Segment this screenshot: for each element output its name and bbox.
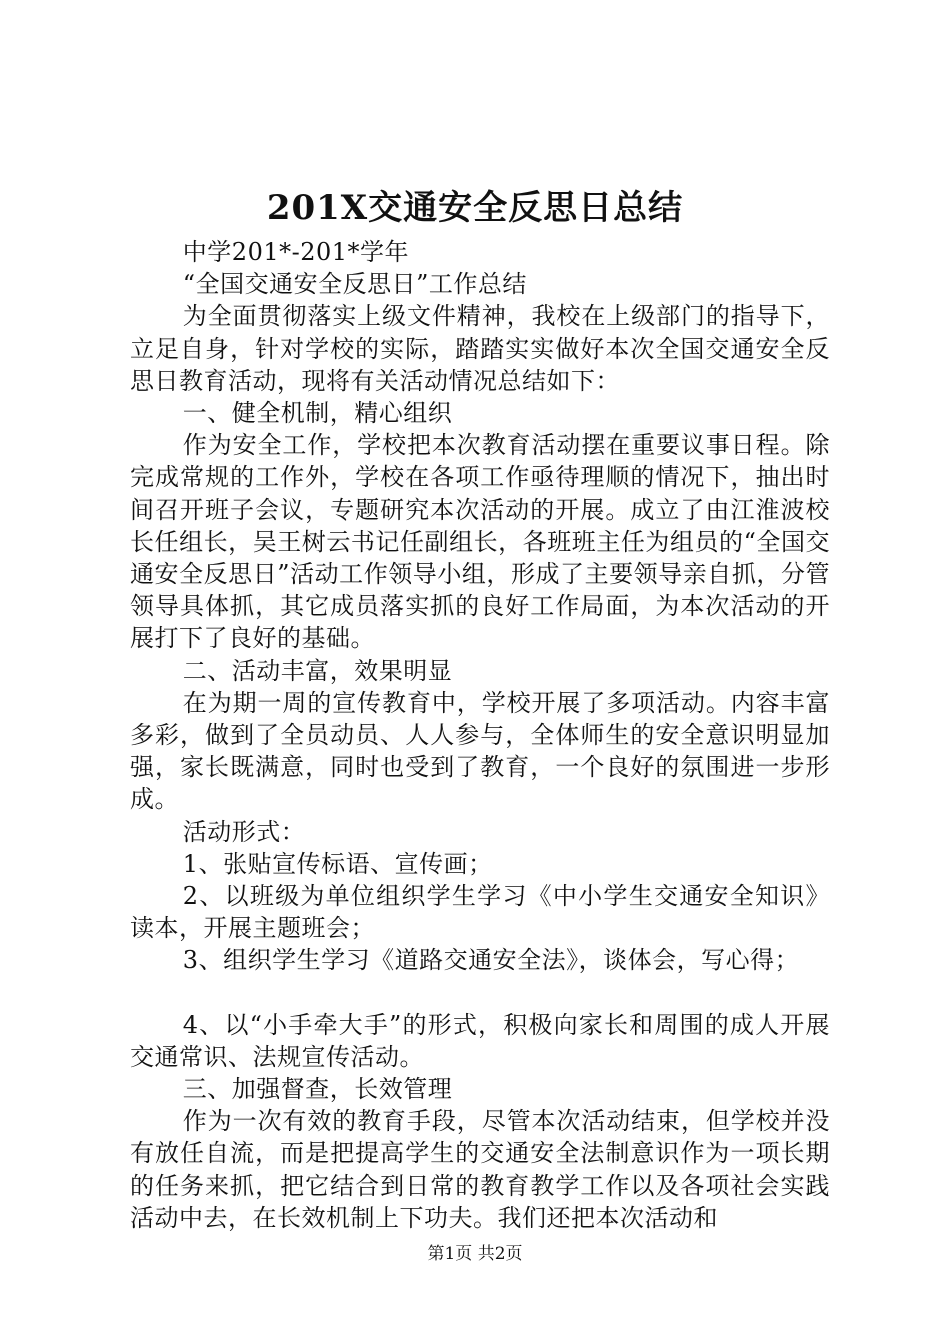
section-1-paragraph: 作为安全工作，学校把本次教育活动摆在重要议事日程。除完成常规的工作外，学校在各项工作亟待理顺的情况下，抽出时间召开班子会议，专题研究本次活动的开展。成立了由江淮波校长任组长，吴王树云书记任副组长，各班班主任为组员的“全国交通安全反思日”活动工作领导小组，形成了主要领导亲自抓，分管领导具体抓，其它成员落实抓的良好工作局面，为本次活动的开展打下了良好的基础。 bbox=[130, 431, 830, 653]
blank-line bbox=[130, 977, 830, 1009]
document-title: 201X交通安全反思日总结 bbox=[266, 188, 684, 228]
list-item-4: 4、以“小手牵大手”的形式，积极向家长和周围的成人开展交通常识、法规宣传活动。 bbox=[130, 1010, 830, 1071]
document-body bbox=[130, 236, 830, 1234]
page-footer: 第1页 共2页 bbox=[427, 1244, 523, 1264]
list-item-3: 3、组织学生学习《道路交通安全法》，谈体会，写心得； bbox=[182, 946, 800, 975]
activity-forms-label: 活动形式： bbox=[182, 817, 306, 846]
intro-paragraph: 为全面贯彻落实上级文件精神，我校在上级部门的指导下，立足自身，针对学校的实际，踏踏实实做好本次全国交通安全反思日教育活动，现将有关活动情况总结如下： bbox=[130, 302, 830, 395]
list-item-1: 1、张贴宣传标语、宣传画； bbox=[182, 849, 493, 878]
section-2-paragraph: 在为期一周的宣传教育中，学校开展了多项活动。内容丰富多彩，做到了全员动员、人人参与，全体师生的安全意识明显加强，家长既满意，同时也受到了教育，一个良好的氛围进一步形成。 bbox=[130, 688, 830, 814]
subtitle-line: “全国交通安全反思日”工作总结 bbox=[182, 270, 527, 299]
section-heading-3: 三、加强督查，长效管理 bbox=[182, 1075, 453, 1104]
list-item-2: 2、以班级为单位组织学生学习《中小学生交通安全知识》读本，开展主题班会； bbox=[130, 882, 830, 943]
section-heading-2: 二、活动丰富，效果明显 bbox=[182, 656, 453, 685]
section-3-paragraph: 作为一次有效的教育手段，尽管本次活动结束，但学校并没有放任自流，而是把提高学生的交通安全法制意识作为一项长期的任务来抓，把它结合到日常的教育教学工作以及各项社会实践活动中去，在长效机制上下功夫。我们还把本次活动和 bbox=[130, 1107, 830, 1232]
school-year-line: 中学201*-201*学年 bbox=[182, 238, 410, 266]
section-heading-1: 一、健全机制，精心组织 bbox=[182, 399, 453, 428]
